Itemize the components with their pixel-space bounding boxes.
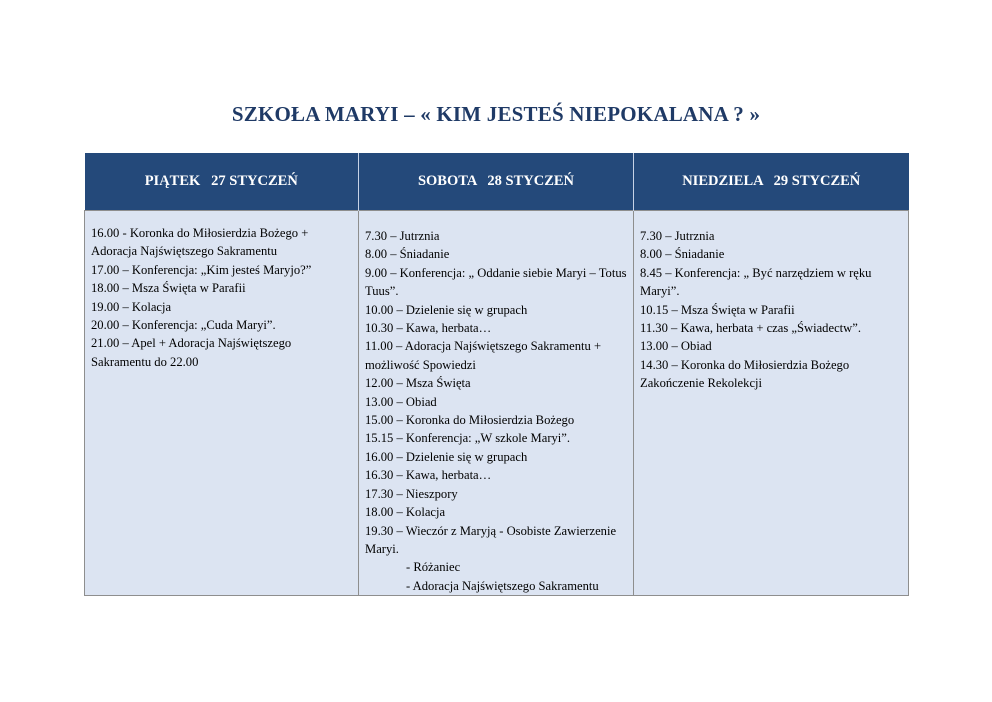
friday-entry: 20.00 – Konferencja: „Cuda Maryi”. (91, 318, 276, 333)
saturday-entry: 15.15 – Konferencja: „W szkole Maryi”. (365, 431, 571, 446)
friday-entry: 16.00 - Koronka do Miłosierdzia Bożego + Adoracja Najświętszego Sakramentu (91, 226, 309, 259)
sunday-entry: Zakończenie Rekolekcji (640, 376, 763, 391)
friday-entry: 19.00 – Kolacja (91, 299, 172, 314)
header-sunday: NIEDZIELA 29 STYCZEŃ (634, 153, 909, 211)
schedule-header-row (85, 153, 909, 211)
saturday-entry: 15.00 – Koronka do Miłosierdzia Bożego (365, 413, 575, 428)
saturday-entry: 18.00 – Kolacja (365, 505, 446, 520)
sunday-entry: 8.45 – Konferencja: „ Być narzędziem w ręku Maryi”. (640, 265, 872, 299)
saturday-entry: 16.00 – Dzielenie się w grupach (365, 449, 528, 464)
sunday-column (634, 211, 909, 596)
sunday-entry: 10.15 – Msza Święta w Parafii (640, 302, 795, 317)
sunday-entry: 14.30 – Koronka do Miłosierdzia Bożego (640, 357, 850, 372)
sunday-entry: 11.30 – Kawa, herbata + czas „Świadectw”. (640, 321, 861, 336)
saturday-entry: 19.30 – Wieczór z Maryją - Osobiste Zawierzenie Maryi. (365, 523, 617, 556)
friday-entry: 21.00 – Apel + Adoracja Najświętszego Sakramentu do 22.00 (91, 336, 292, 369)
friday-entry: 17.00 – Konferencja: „Kim jesteś Maryjo?” (91, 262, 312, 277)
saturday-entry: 10.30 – Kawa, herbata… (365, 321, 492, 336)
saturday-entry: 16.30 – Kawa, herbata… (365, 468, 492, 483)
saturday-subentry: - Adoracja Najświętszego Sakramentu (406, 578, 599, 593)
friday-column (85, 211, 359, 596)
saturday-subentry: - Różaniec (406, 560, 461, 575)
friday-entry: 18.00 – Msza Święta w Parafii (91, 281, 246, 296)
schedule-table (84, 153, 909, 596)
sunday-entry: 13.00 – Obiad (640, 339, 712, 354)
document-title: SZKOŁA MARYI – « KIM JESTEŚ NIEPOKALANA ? » (231, 102, 761, 126)
header-saturday: SOBOTA 28 STYCZEŃ (359, 153, 634, 211)
saturday-entry: 10.00 – Dzielenie się w grupach (365, 302, 528, 317)
saturday-entry: 7.30 – Jutrznia (365, 229, 440, 243)
header-friday: PIĄTEK 27 STYCZEŃ (85, 153, 359, 211)
saturday-entry: 11.00 – Adoracja Najświętszego Sakramentu + możliwość Spowiedzi (365, 339, 602, 372)
saturday-entry: 12.00 – Msza Święta (365, 376, 471, 391)
saturday-entry: 9.00 – Konferencja: „ Oddanie siebie Maryi – Totus Tuus”. (365, 265, 627, 299)
saturday-column (359, 211, 634, 596)
saturday-entry: 17.30 – Nieszpory (365, 486, 458, 501)
saturday-entry: 13.00 – Obiad (365, 394, 437, 409)
sunday-entry: 8.00 – Śniadanie (640, 247, 725, 262)
sunday-entry: 7.30 – Jutrznia (640, 229, 715, 243)
schedule-body-row (85, 211, 909, 596)
saturday-entry: 8.00 – Śniadanie (365, 247, 450, 262)
